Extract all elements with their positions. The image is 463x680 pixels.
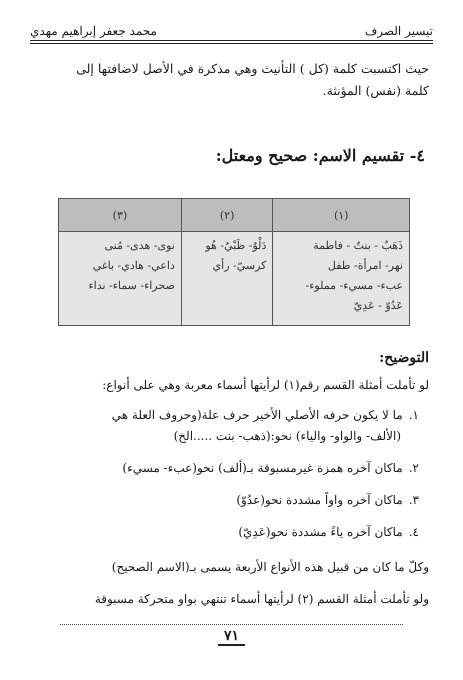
cell-line: صحراء- سماء- نداء: [88, 279, 175, 292]
explanation-heading: التوضيح:: [379, 350, 429, 366]
cell-line: داعي- هادي- باغي: [92, 259, 175, 272]
list-text: ما لا يكون حرفه الأصلي الأخير حرف علة(وحروف العلة هي: [111, 408, 403, 422]
table-cell-col-3: [59, 232, 182, 326]
running-head: [30, 20, 433, 38]
book-title: تيسير الصرف: [364, 24, 433, 38]
list-number: ٢.: [408, 461, 419, 475]
table-cell-col-2: [181, 232, 273, 326]
list-text-cont: (الألف- والواو- والياء) نحو:(ذهب- بنت .....الخ): [173, 429, 401, 443]
summary-line: وكلّ ما كان من قبيل هذه الأنواع الأربعة يسمى بـ(الاسم الصحيح): [111, 560, 429, 574]
list-item: [34, 458, 419, 479]
list-text: ماكان آخره ياءً مشددة نحو(عَدِيّ): [238, 525, 403, 539]
table-header-cell: (٢): [181, 199, 273, 232]
cell-line: عَدُوّ - عَدِيّ: [353, 299, 403, 312]
list-item: [34, 405, 419, 447]
table-row: [59, 232, 410, 326]
intro-line-1: حيث اكتسبت كلمة (كل ) التأنيث وهي مذكرة في الأصل لاضافتها إلى: [76, 61, 429, 76]
list-text: ماكان آخره واواً مشددة نحو(عدُوّ): [236, 493, 403, 507]
table-header-row: [59, 199, 410, 232]
cell-line: نوى- هدى- مُنى: [104, 239, 175, 252]
examples-table: [58, 198, 410, 326]
intro-line-2: كلمة (نفس) المؤنثة.: [322, 83, 429, 98]
page-number-text: ٧١: [218, 628, 245, 646]
page-number: [0, 628, 463, 646]
table-header-cell: (٣): [59, 199, 182, 232]
cell-line: ذَهَبٌ - بنتٌ - فاطمة: [313, 239, 403, 252]
cell-line: كرسيّ- رأي: [212, 259, 267, 272]
cell-line: نهر- امرأة- طفل: [327, 259, 403, 272]
list-number: ٣.: [408, 493, 419, 507]
table-header-cell: (١): [273, 199, 410, 232]
header-rule: [30, 40, 433, 41]
list-text: ماكان آخره همزة غيرمسبوقة بـ(ألف) نحو(عبء- مسيء): [122, 461, 403, 475]
footer-rule: [60, 624, 403, 625]
list-number: ٤.: [408, 525, 419, 539]
explanation-intro: لو تأملت أمثلة القسم رقم(١) لرأيتها أسماء معربة وهي على أنواع:: [102, 378, 429, 392]
section-title: ٤- تقسيم الاسم: صحيح ومعتل:: [215, 146, 425, 165]
intro-paragraph: [34, 58, 429, 102]
list-item: [34, 522, 419, 543]
list-item: [34, 490, 419, 511]
cell-line: عبء- مسيء- مملوء-: [305, 279, 403, 292]
table-cell-col-1: [273, 232, 410, 326]
cell-line: دَلْوٌ- ظَبْيٌ- هُو: [205, 239, 267, 252]
header-rule-double: [30, 43, 433, 44]
continuation-line: ولو تأملت أمثلة القسم (٢) لرأيتها أسماء تنتهي بواو متحركة مسبوقة: [94, 592, 429, 606]
author-name: محمد جعفر إبراهيم مهدي: [30, 24, 157, 38]
list-number: ١.: [408, 408, 419, 422]
